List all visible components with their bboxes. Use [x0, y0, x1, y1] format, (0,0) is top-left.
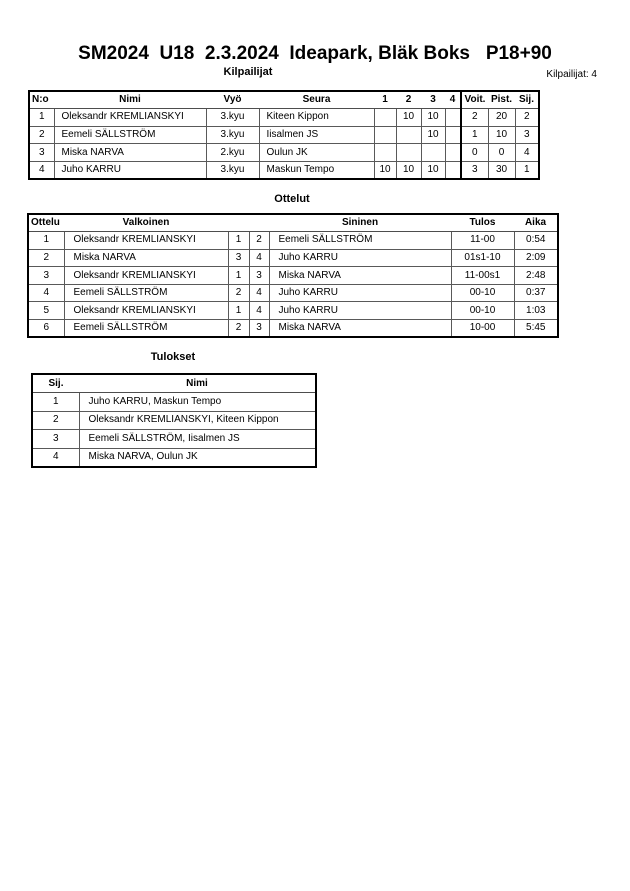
tulokset-table	[31, 373, 317, 468]
cell: 0	[461, 144, 488, 162]
cell: Oulun JK	[259, 144, 374, 162]
cell: 4	[249, 249, 269, 267]
column-header: 4	[445, 91, 461, 109]
column-header: 3	[421, 91, 445, 109]
cell: 3	[461, 161, 488, 179]
column-header: Pist.	[488, 91, 515, 109]
cell: Miska NARVA	[54, 144, 206, 162]
cell: Juho KARRU	[269, 249, 451, 267]
cell: 3	[29, 144, 54, 162]
cell: 10	[488, 126, 515, 144]
cell: Miska NARVA	[269, 320, 451, 338]
cell: 0:37	[514, 284, 558, 302]
cell: 2	[228, 284, 249, 302]
cell: Eemeli SÄLLSTRÖM, Iisalmen JS	[79, 430, 316, 449]
column-header: N:o	[29, 91, 54, 109]
cell: Eemeli SÄLLSTRÖM	[54, 126, 206, 144]
cell: 3.kyu	[206, 109, 259, 127]
cell: 1:03	[514, 302, 558, 320]
cell: 00-10	[451, 302, 514, 320]
cell: 1	[32, 393, 79, 412]
ottelut-table	[27, 213, 559, 338]
column-header	[228, 214, 249, 232]
table-row	[29, 144, 539, 162]
cell: 1	[228, 232, 249, 250]
cell	[445, 161, 461, 179]
cell	[374, 126, 396, 144]
cell: 2:48	[514, 267, 558, 285]
cell: 11-00	[451, 232, 514, 250]
column-header: Ottelu	[28, 214, 64, 232]
cell: 4	[28, 284, 64, 302]
cell: 2	[249, 232, 269, 250]
competitors-section-heading: Kilpailijat	[223, 66, 273, 78]
cell: 6	[28, 320, 64, 338]
column-header: 2	[396, 91, 421, 109]
cell: 1	[461, 126, 488, 144]
cell: 01s1-10	[451, 249, 514, 267]
cell	[445, 109, 461, 127]
header-row	[28, 214, 558, 232]
table-row	[29, 126, 539, 144]
cell: 10-00	[451, 320, 514, 338]
cell: 10	[421, 126, 445, 144]
cell	[445, 126, 461, 144]
cell: 4	[29, 161, 54, 179]
column-header: 1	[374, 91, 396, 109]
cell: 2	[29, 126, 54, 144]
header-row	[29, 91, 539, 109]
cell: Oleksandr KREMLIANSKYI, Kiteen Kippon	[79, 411, 316, 430]
column-header: Aika	[514, 214, 558, 232]
cell: 11-00s1	[451, 267, 514, 285]
column-header: Valkoinen	[64, 214, 228, 232]
cell: 2	[28, 249, 64, 267]
table-row	[32, 411, 316, 430]
cell: 3	[28, 267, 64, 285]
cell: 3.kyu	[206, 126, 259, 144]
table-row	[28, 320, 558, 338]
cell: Oleksandr KREMLIANSKYI	[64, 267, 228, 285]
cell	[421, 144, 445, 162]
cell: 1	[228, 267, 249, 285]
column-header: Voit.	[461, 91, 488, 109]
cell: Juho KARRU	[269, 284, 451, 302]
cell: 1	[28, 232, 64, 250]
cell: 4	[249, 284, 269, 302]
table-row	[29, 109, 539, 127]
cell: Iisalmen JS	[259, 126, 374, 144]
cell: 3	[228, 249, 249, 267]
cell: Miska NARVA	[64, 249, 228, 267]
cell: 00-10	[451, 284, 514, 302]
cell: 2	[32, 411, 79, 430]
column-header: Nimi	[54, 91, 206, 109]
table-row	[29, 161, 539, 179]
cell: 1	[228, 302, 249, 320]
cell: 0	[488, 144, 515, 162]
results-section-heading: Tulokset	[150, 351, 196, 363]
cell: 4	[32, 448, 79, 467]
cell: 0:54	[514, 232, 558, 250]
cell: 2.kyu	[206, 144, 259, 162]
table-row	[28, 284, 558, 302]
cell: Oleksandr KREMLIANSKYI	[64, 302, 228, 320]
cell: 3	[515, 126, 539, 144]
cell: 2	[461, 109, 488, 127]
table-row	[32, 393, 316, 412]
cell: 10	[421, 161, 445, 179]
cell: Miska NARVA, Oulun JK	[79, 448, 316, 467]
column-header: Nimi	[79, 374, 316, 393]
cell	[374, 144, 396, 162]
table-row	[28, 267, 558, 285]
cell: Maskun Tempo	[259, 161, 374, 179]
cell: 1	[29, 109, 54, 127]
competitors-count: Kilpailijat: 4	[546, 69, 597, 80]
table-row	[28, 232, 558, 250]
cell: Kiteen Kippon	[259, 109, 374, 127]
cell: 4	[249, 302, 269, 320]
table-row	[32, 430, 316, 449]
cell: Juho KARRU	[269, 302, 451, 320]
cell	[396, 126, 421, 144]
page-title: SM2024 U18 2.3.2024 Ideapark, Bläk Boks P18+90	[78, 43, 552, 64]
column-header: Tulos	[451, 214, 514, 232]
column-header: Sininen	[269, 214, 451, 232]
column-header: Sij.	[32, 374, 79, 393]
cell: 3.kyu	[206, 161, 259, 179]
cell: 5	[28, 302, 64, 320]
table-row	[28, 249, 558, 267]
kilpailijat-table	[28, 90, 540, 180]
cell: 30	[488, 161, 515, 179]
column-header: Vyö	[206, 91, 259, 109]
cell: 10	[374, 161, 396, 179]
column-header: Sij.	[515, 91, 539, 109]
cell: 2:09	[514, 249, 558, 267]
cell: 10	[396, 161, 421, 179]
cell: 4	[515, 144, 539, 162]
cell	[374, 109, 396, 127]
matches-section-heading: Ottelut	[274, 193, 310, 205]
cell: Juho KARRU, Maskun Tempo	[79, 393, 316, 412]
cell	[396, 144, 421, 162]
cell: 10	[421, 109, 445, 127]
cell: 10	[396, 109, 421, 127]
table-row	[32, 448, 316, 467]
table-row	[28, 302, 558, 320]
cell: 2	[228, 320, 249, 338]
cell: 5:45	[514, 320, 558, 338]
cell: 1	[515, 161, 539, 179]
cell: Miska NARVA	[269, 267, 451, 285]
column-header	[249, 214, 269, 232]
cell: 3	[249, 320, 269, 338]
cell: 3	[32, 430, 79, 449]
cell: Eemeli SÄLLSTRÖM	[64, 320, 228, 338]
header-row	[32, 374, 316, 393]
cell: Oleksandr KREMLIANSKYI	[54, 109, 206, 127]
cell: Eemeli SÄLLSTRÖM	[269, 232, 451, 250]
column-header: Seura	[259, 91, 374, 109]
cell: Eemeli SÄLLSTRÖM	[64, 284, 228, 302]
cell	[445, 144, 461, 162]
cell: Oleksandr KREMLIANSKYI	[64, 232, 228, 250]
cell: 3	[249, 267, 269, 285]
cell: 20	[488, 109, 515, 127]
cell: Juho KARRU	[54, 161, 206, 179]
cell: 2	[515, 109, 539, 127]
